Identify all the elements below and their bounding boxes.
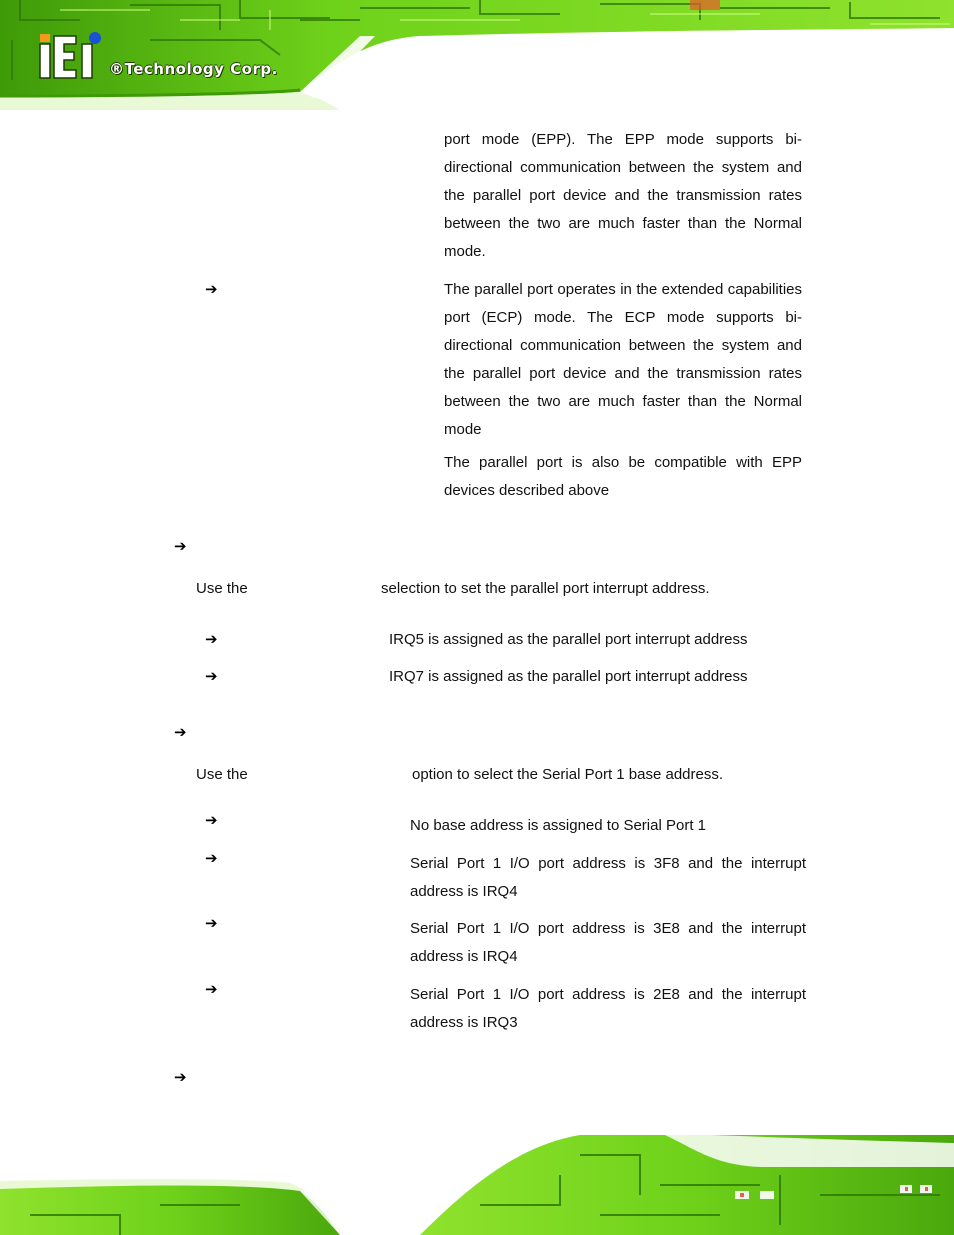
pcb-footer-graphic	[0, 1125, 954, 1235]
option-3e8-description: Serial Port 1 I/O port address is 3E8 and the interrupt address is IRQ4	[410, 920, 806, 965]
arrow-right-icon: ➔	[205, 630, 218, 648]
pcb-header-graphic	[0, 0, 954, 112]
irq-intro-prefix: Use the	[196, 580, 248, 597]
page-footer	[0, 1125, 954, 1235]
arrow-right-icon: ➔	[174, 1068, 187, 1086]
serial-intro-suffix: option to select the Serial Port 1 base address.	[412, 766, 724, 783]
arrow-right-icon: ➔	[205, 667, 218, 685]
serial-intro-prefix: Use the	[196, 766, 248, 783]
irq7-description: IRQ7 is assigned as the parallel port interrupt address	[389, 668, 748, 685]
disabled-description: No base address is assigned to Serial Port 1	[410, 817, 706, 834]
option-3f8-description: Serial Port 1 I/O port address is 3F8 and the interrupt address is IRQ4	[410, 855, 806, 900]
page-header	[0, 0, 954, 112]
logo-wordmark: ®Technology Corp.	[109, 60, 278, 78]
ecp-note: The parallel port is also be compatible with EPP devices described above	[444, 454, 802, 499]
company-logo	[38, 30, 108, 80]
arrow-right-icon: ➔	[205, 280, 218, 298]
arrow-right-icon: ➔	[205, 980, 218, 998]
arrow-right-icon: ➔	[174, 723, 187, 741]
arrow-right-icon: ➔	[205, 914, 218, 932]
irq5-description: IRQ5 is assigned as the parallel port interrupt address	[389, 631, 748, 648]
arrow-right-icon: ➔	[205, 811, 218, 829]
arrow-right-icon: ➔	[205, 849, 218, 867]
option-2e8-description: Serial Port 1 I/O port address is 2E8 and the interrupt address is IRQ3	[410, 986, 806, 1031]
logo-icon	[38, 30, 108, 80]
irq-intro-suffix: selection to set the parallel port interrupt address.	[381, 580, 710, 597]
epp-description: port mode (EPP). The EPP mode supports bi-directional communication between the system and the parallel port device and the transmission rates between the two are much faster than the Normal mode.	[444, 131, 802, 260]
ecp-description: The parallel port operates in the extended capabilities port (ECP) mode. The ECP mode supports bi-directional communication between the system and the parallel port device and the transmission rates between the two are much faster than the Normal mode	[444, 281, 802, 438]
arrow-right-icon: ➔	[174, 537, 187, 555]
